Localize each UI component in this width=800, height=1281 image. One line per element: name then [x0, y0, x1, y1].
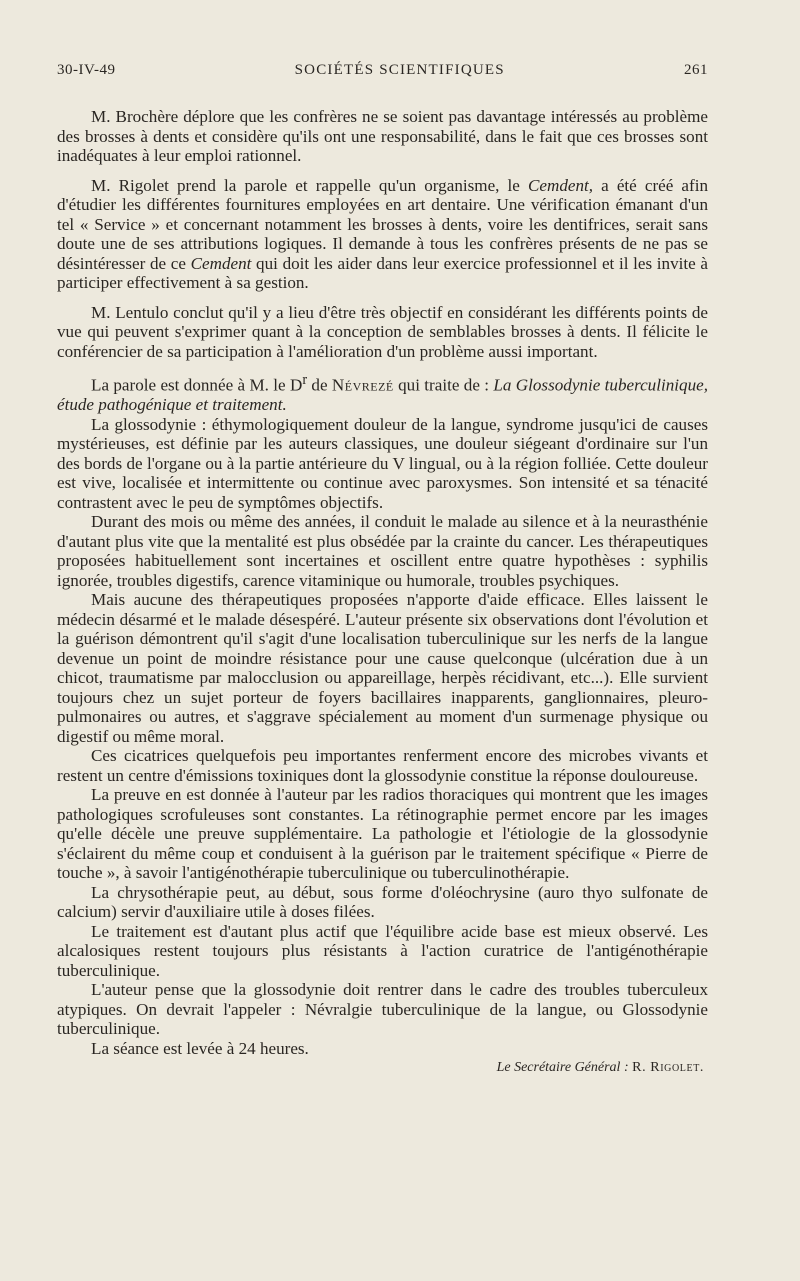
signature-name: R. Rigolet. — [632, 1060, 704, 1076]
paragraph-observations: Mais aucune des thérapeutiques proposées n'apporte d'aide efficace. Elles laissent le médecin désarmé et le malade désespéré. L'auteur présente six observations dont l'évolution et la guérison démontrent qu'il s'agit d'une localisation tuberculinique sur les nerfs de la langue devenue un point de moindre résistance pour une cause quelconque (ulcération due à un chicot, traumatisme par malocclusion ou appareillage, herpès récidivant, etc...). Elle survient toujours chez un sujet porteur de foyers bacillaires inapparents, ganglionnaires, pleuro-pulmonaires ou autres, et s'aggrave spécialement au moment d'un surmenage physique ou digestif ou même moral. — [57, 590, 708, 746]
article-body — [57, 107, 708, 1058]
cemdent-term: Cemdent, — [527, 175, 594, 195]
running-header — [57, 62, 708, 79]
cemdent-term: Cemdent — [190, 253, 252, 273]
paragraph-closing: La séance est levée à 24 heures. — [91, 1038, 309, 1058]
paragraph-definition: La glossodynie : éthymologiquement douleur de la langue, syndrome jusqu'ici de causes mystérieuses, est définie par les auteurs classiques, une douleur siégeant d'ordinaire sur l'un des bords de l'organe ou à la partie antérieure du V lingual, ou à la région folliée. Cette douleur est vive, localisée et intermittente ou continue avec paroxysmes. Son intensité et sa ténacité contrastent avec le peu de symptômes objectifs. — [57, 414, 708, 512]
page-number: 261 — [684, 62, 708, 78]
paragraph-treatment: Le traitement est d'autant plus actif que l'équilibre acide base est mieux observé. Les alcalosiques restent toujours plus résistants à l'action curatrice de l'antigénothérapie tuberculinique. — [57, 921, 708, 980]
paragraph-scars: Ces cicatrices quelquefois peu importantes renferment encore des microbes vivants et restent un centre d'émissions toxiniques dont la glossodynie constitue la réponse douloureuse. — [57, 746, 708, 785]
speaker-name: Névrezé — [331, 375, 394, 395]
signature-role: Le Secrétaire Général — [496, 1060, 621, 1076]
lecture-title: La Glossodynie tuberculinique, étude pathogénique et traitement. — [57, 375, 708, 415]
paragraph-lentulo: M. Lentulo conclut qu'il y a lieu d'être très objectif en considérant les différents points de vue qui peuvent s'exprimer quant à la conception de semblables brosses à dents. Il félicite le conférencier de sa participation à l'amélioration d'un problème aussi important. — [57, 302, 708, 361]
signature-separator: : — [620, 1060, 633, 1076]
paragraph-rigolet-text-a: M. Rigolet prend la parole et rappelle qu'un organisme, le — [91, 175, 528, 195]
doctor-abbrev-sup: r — [302, 372, 308, 388]
intro-text-b: de — [307, 375, 332, 395]
paragraph-proof: La preuve en est donnée à l'auteur par les radios thoraciques qui montrent que les images pathologiques scrofuleuses sont constantes. La rétinographie permet encore par les images qu'elle décèle une preuve supplémentaire. La pathologie et l'étiologie de la glossodynie s'éclairent du même coup et conduisent à la guérison par le traitement spécifique « Pierre de touche », à savoir l'antigénothérapie tuberculinique ou tuberculinothérapie. — [57, 785, 708, 883]
header-title: SOCIÉTÉS SCIENTIFIQUES — [294, 62, 505, 78]
paragraph-rigolet — [57, 176, 708, 293]
paragraph-rigolet-text-b: a été créé afin d'étudier les différentes fournitures employées en art dentaire. Une vérification émanant d'un tel « Service » et concernant notamment les brosses à dents, voire les dentifrices, serait sans doute une de ses attributions logiques. Il demande à tous les confrères présents de ne pas se désintéresser de ce — [57, 175, 708, 273]
paragraph-duration: Durant des mois ou même des années, il conduit le malade au silence et à la neurasthénie d'autant plus vite que la mentalité est plus obsédée par la crainte du cancer. Les thérapeutiques proposées habituellement sont incertaines et oscillent entre quatre hypothèses : syphilis ignorée, troubles digestifs, carence vitaminique ou humorale, troubles psychiques. — [57, 512, 708, 590]
paragraph-brochere: M. Brochère déplore que les confrères ne se soient pas davantage intéressés au problème des brosses à dents et considère qu'ils ont une responsabilité, dans le fait que ces brosses sont inadéquates à leur emploi rationnel. — [57, 107, 708, 165]
paragraph-conclusion: L'auteur pense que la glossodynie doit rentrer dans le cadre des troubles tuberculeux atypiques. On devrait l'appeler : Névralgie tuberculinique de la langue, ou Glossodynie tuberculinique. — [57, 980, 708, 1039]
intro-text-a: La parole est donnée à M. le D — [91, 375, 303, 395]
paragraph-chrysotherapy: La chrysothérapie peut, au début, sous forme d'oléochrysine (auro thyo sulfonate de calcium) servir d'auxiliaire utile à doses filées. — [57, 882, 708, 922]
paragraph-rigolet-text-c: qui doit les aider dans leur exercice professionnel et il les invite à participer effectivement à sa gestion. — [57, 253, 708, 292]
paragraph-lecture-intro — [57, 371, 708, 415]
signature-line — [57, 1060, 708, 1076]
header-date: 30-IV-49 — [57, 62, 116, 78]
intro-text-c: qui traite de : — [393, 375, 494, 395]
